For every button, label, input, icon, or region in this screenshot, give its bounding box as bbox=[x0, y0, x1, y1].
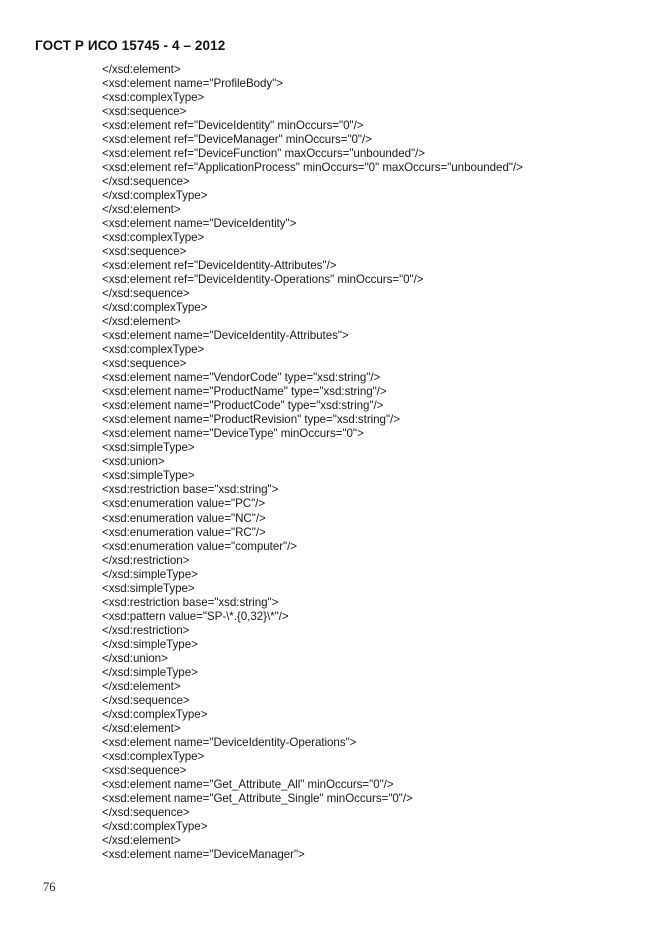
code-line: <xsd:element name="DeviceType" minOccurs="0"> bbox=[102, 427, 364, 441]
code-line: <xsd:restriction base="xsd:string"> bbox=[102, 595, 279, 609]
code-line: </xsd:element> bbox=[102, 679, 181, 693]
code-line: <xsd:element ref="DeviceFunction" maxOccurs="unbounded"/> bbox=[102, 147, 425, 161]
code-line: <xsd:enumeration value="PC"/> bbox=[102, 497, 266, 511]
code-line: </xsd:simpleType> bbox=[102, 567, 198, 581]
code-line: <xsd:element name="ProductName" type="xsd:string"/> bbox=[102, 385, 387, 399]
code-line: <xsd:enumeration value="NC"/> bbox=[102, 511, 266, 525]
code-line: <xsd:element name="ProductRevision" type="xsd:string"/> bbox=[102, 413, 400, 427]
code-line: <xsd:element name="DeviceManager"> bbox=[102, 847, 305, 861]
code-line: <xsd:union> bbox=[102, 455, 165, 469]
code-line: <xsd:element name="VendorCode" type="xsd:string"/> bbox=[102, 371, 381, 385]
code-line: </xsd:simpleType> bbox=[102, 637, 198, 651]
code-line: <xsd:element name="Get_Attribute_Single" minOccurs="0"/> bbox=[102, 791, 413, 805]
code-line: <xsd:sequence> bbox=[102, 105, 187, 119]
code-line: <xsd:element ref="DeviceIdentity-Attributes"/> bbox=[102, 259, 337, 273]
code-line: </xsd:complexType> bbox=[102, 301, 208, 315]
code-line: </xsd:restriction> bbox=[102, 553, 190, 567]
code-line: <xsd:element name="DeviceIdentity-Operations"> bbox=[102, 735, 357, 749]
code-line: </xsd:element> bbox=[102, 63, 181, 76]
code-line: <xsd:sequence> bbox=[102, 357, 187, 371]
code-line: <xsd:element name="DeviceIdentity"> bbox=[102, 217, 297, 231]
code-line: <xsd:element ref="DeviceIdentity-Operations" minOccurs="0"/> bbox=[102, 273, 424, 287]
code-line: </xsd:simpleType> bbox=[102, 665, 198, 679]
standard-designation-header: ГОСТ Р ИСО 15745 - 4 – 2012 bbox=[35, 38, 226, 53]
xsd-code-listing bbox=[102, 63, 523, 862]
code-line: <xsd:restriction base="xsd:string"> bbox=[102, 483, 279, 497]
code-line: <xsd:element ref="DeviceIdentity" minOccurs="0"/> bbox=[102, 119, 364, 133]
code-line: <xsd:complexType> bbox=[102, 749, 205, 763]
code-line: <xsd:element name="Get_Attribute_All" minOccurs="0"/> bbox=[102, 777, 394, 791]
code-line: </xsd:sequence> bbox=[102, 693, 190, 707]
code-line: </xsd:element> bbox=[102, 203, 181, 217]
code-line: <xsd:simpleType> bbox=[102, 469, 195, 483]
code-line: <xsd:element name="DeviceIdentity-Attributes"> bbox=[102, 329, 349, 343]
code-line: </xsd:union> bbox=[102, 651, 168, 665]
code-line: <xsd:element ref="ApplicationProcess" minOccurs="0" maxOccurs="unbounded"/> bbox=[102, 161, 523, 175]
code-line: <xsd:sequence> bbox=[102, 245, 187, 259]
code-line: <xsd:simpleType> bbox=[102, 581, 195, 595]
code-line: <xsd:complexType> bbox=[102, 91, 205, 105]
code-line: <xsd:sequence> bbox=[102, 763, 187, 777]
code-line: </xsd:complexType> bbox=[102, 189, 208, 203]
code-line: </xsd:sequence> bbox=[102, 287, 190, 301]
code-line: <xsd:enumeration value="RC"/> bbox=[102, 525, 266, 539]
code-line: </xsd:complexType> bbox=[102, 707, 208, 721]
code-line: </xsd:element> bbox=[102, 315, 181, 329]
code-line: </xsd:restriction> bbox=[102, 623, 190, 637]
code-line: <xsd:element ref="DeviceManager" minOccurs="0"/> bbox=[102, 133, 372, 147]
code-line: </xsd:sequence> bbox=[102, 805, 190, 819]
code-line: </xsd:element> bbox=[102, 721, 181, 735]
page-number: 76 bbox=[43, 880, 56, 894]
code-line: </xsd:sequence> bbox=[102, 175, 190, 189]
code-line: <xsd:pattern value="SP-\*.{0,32}\*"/> bbox=[102, 609, 289, 623]
code-line: <xsd:simpleType> bbox=[102, 441, 195, 455]
code-line: </xsd:element> bbox=[102, 833, 181, 847]
code-line: <xsd:enumeration value="computer"/> bbox=[102, 539, 297, 553]
code-line: <xsd:element name="ProductCode" type="xsd:string"/> bbox=[102, 399, 384, 413]
code-line: <xsd:element name="ProfileBody"> bbox=[102, 77, 283, 91]
code-line: <xsd:complexType> bbox=[102, 231, 205, 245]
code-line: </xsd:complexType> bbox=[102, 819, 208, 833]
code-line: <xsd:complexType> bbox=[102, 343, 205, 357]
